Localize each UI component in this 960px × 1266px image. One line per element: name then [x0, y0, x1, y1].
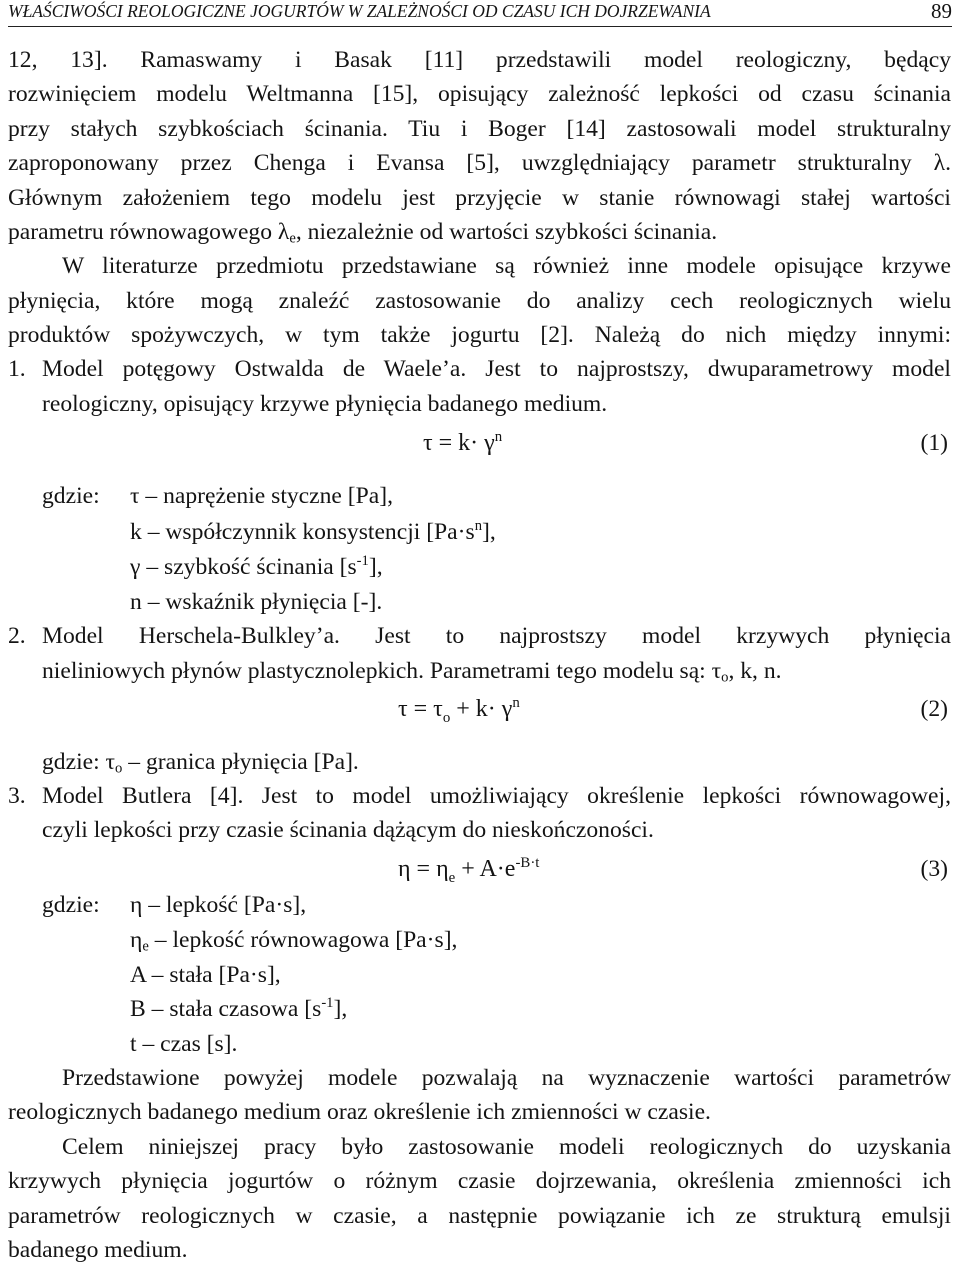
para2-line-1: W literaturze przedmiotu przedstawiane są również inne modele opisujące krzywe	[62, 253, 951, 279]
model1-def-gamma: γ – szybkość ścinania $[s^{-1}]$,	[130, 553, 383, 580]
para4-line-1: Celem niniejszej pracy było zastosowanie modeli reologicznych do uzyskania	[62, 1134, 951, 1160]
model1-where-label: gdzie:	[42, 483, 100, 509]
equation-1-number: (1)	[920, 430, 948, 456]
para1-line-2: rozwinięciem modelu Weltmanna [15], opisujący zależność lepkości od czasu ścinania	[8, 81, 951, 107]
model3-line-2: czyli lepkości przy czasie ścinania dążącym do nieskończoności.	[42, 817, 654, 843]
para4-line-2: krzywych płynięcia jogurtów o różnym czasie dojrzewania, określenia zmienności ich	[8, 1168, 951, 1194]
equation-2-number: (2)	[920, 696, 948, 722]
model3-def-a: A – stała [Pa·s],	[130, 962, 281, 988]
model3-def-b: B – stała czasowa $[s^{-1}]$,	[130, 995, 348, 1022]
model1-def-k: k – współczynnik konsystencji $[Pa\cdot s^n]$,	[130, 518, 496, 545]
model3-def-t: t – czas [s].	[130, 1031, 238, 1057]
equation-2: $\tau = \tau_o + k\cdot \gamma^n$	[398, 695, 520, 726]
model2-line-1: 2. Model Herschela-Bulkley’a. Jest to najprostszy model krzywych płynięcia	[8, 623, 951, 649]
model1-def-n: n – wskaźnik płynięcia [-].	[130, 589, 383, 615]
running-header	[8, 0, 952, 27]
para3-line-1: Przedstawione powyżej modele pozwalają na wyznaczenie wartości parametrów	[62, 1065, 951, 1091]
running-title: WŁAŚCIWOŚCI REOLOGICZNE JOGURTÓW W ZALEŻNOŚCI OD CZASU ICH DOJRZEWANIA	[8, 1, 711, 21]
para4-line-4: badanego medium.	[8, 1237, 188, 1263]
para1-line-4: zaproponowany przez Chenga i Evansa [5], uwzględniający parametr strukturalny λ.	[8, 150, 951, 176]
para1-line-6: parametru równowagowego λe, niezależnie od wartości szybkości ścinania.	[8, 219, 718, 247]
model3-line-1: 3. Model Butlera [4]. Jest to model umożliwiający określenie lepkości równowagowej,	[8, 783, 951, 809]
model3-def-eta: η – lepkość [Pa·s],	[130, 892, 307, 918]
para2-line-3: produktów spożywczych, w tym także jogurtu [2]. Należą do nich między innymi:	[8, 322, 951, 348]
para1-line-5: Głównym założeniem tego modelu jest przyjęcie w stanie równowagi stałej wartości	[8, 185, 951, 211]
equation-1: $\tau = k\cdot \gamma^n$	[423, 429, 503, 456]
para4-line-3: parametrów reologicznych w czasie, a następnie powiązanie ich ze strukturą emulsji	[8, 1203, 951, 1229]
para2-line-2: płynięcia, które mogą znaleźć zastosowanie do analizy cech reologicznych wielu	[8, 288, 951, 314]
model1-line-2: reologiczny, opisujący krzywe płynięcia badanego medium.	[42, 391, 608, 417]
para3-line-2: reologicznych badanego medium oraz określenie ich zmienności w czasie.	[8, 1099, 711, 1125]
model1-def-tau: τ – naprężenie styczne [Pa],	[130, 483, 393, 509]
model1-line-1: 1. Model potęgowy Ostwalda de Waele’a. Jest to najprostszy, dwuparametrowy model	[8, 356, 951, 382]
model2-where: gdzie: τo – granica płynięcia [Pa].	[42, 749, 359, 777]
equation-3: $\eta = \eta_e + A\cdot e^{-B\cdot t}$	[398, 855, 540, 886]
page-number: 89	[931, 0, 952, 23]
equation-3-number: (3)	[920, 856, 948, 882]
para1-line-1: 12, 13]. Ramaswamy i Basak [11] przedstawili model reologiczny, będący	[8, 47, 951, 73]
model3-where-label: gdzie:	[42, 892, 100, 918]
para1-line-3: przy stałych szybkościach ścinania. Tiu i Boger [14] zastosowali model strukturalny	[8, 116, 951, 142]
model2-line-2: nieliniowych płynów plastycznolepkich. Parametrami tego modelu są: τo, k, n.	[42, 658, 782, 686]
model3-def-eta-e: ηe – lepkość równowagowa [Pa·s],	[130, 927, 458, 955]
